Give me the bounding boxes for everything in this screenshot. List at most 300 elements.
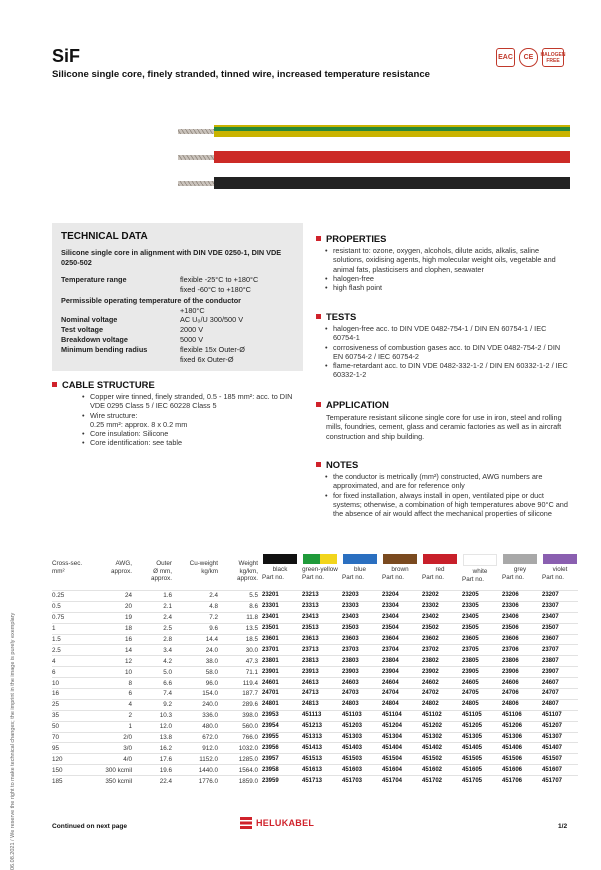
color-name: black: [272, 566, 288, 573]
cable-structure-heading: CABLE STRUCTURE: [52, 379, 302, 390]
halogen-free-badge-icon: HALOGEN FREE: [542, 48, 564, 67]
part-number-cell: 451205: [462, 723, 483, 730]
part-number-cell: 24603: [342, 679, 359, 686]
table-cell: 1032.0: [238, 744, 258, 752]
part-number-cell: 23201: [262, 592, 279, 599]
table-cell: 10.3: [159, 712, 172, 720]
table-row: [52, 645, 578, 656]
part-number-cell: 23604: [382, 636, 399, 642]
part-number-cell: 24801: [262, 701, 279, 708]
part-number-cell: 24806: [502, 701, 519, 708]
part-number-cell: 451406: [502, 744, 523, 751]
table-cell: 10: [124, 668, 132, 676]
properties-heading: PROPERTIES: [316, 233, 570, 244]
table-cell: 560.0: [242, 723, 258, 731]
table-cell: 4: [52, 657, 56, 665]
part-number-cell: 23501: [262, 625, 279, 632]
part-number-cell: 451504: [382, 755, 403, 762]
table-row: [52, 699, 578, 710]
part-number-cell: 24607: [542, 679, 559, 686]
table-cell: 16: [124, 636, 132, 643]
part-number-cell: 451203: [342, 723, 363, 730]
part-number-cell: 451303: [342, 734, 363, 741]
cable-illustration: [178, 118, 570, 198]
part-number-cell: 451103: [342, 712, 362, 719]
table-header-row: [52, 552, 578, 591]
part-number-cell: 23402: [422, 614, 439, 621]
table-cell: 289.6: [242, 701, 258, 709]
part-number-cell: 23903: [342, 668, 359, 675]
part-number-cell: 451302: [422, 734, 443, 741]
color-swatch: [303, 554, 337, 564]
application-text: Temperature resistant silicone single core for use in iron, steel and rolling mills, foundries, cement, glass and ceramic factories as well as in aircraft construction and ship building.: [326, 413, 562, 441]
part-number-cell: 23613: [302, 636, 319, 642]
table-cell: 4/0: [123, 755, 132, 763]
table-cell: 1440.0: [198, 766, 218, 774]
side-disclaimer: 06.08.2021 / We reserve the right to make technical changes; the imprint in the image is purely exemplary: [10, 612, 16, 870]
table-cell: 2.4: [209, 592, 218, 600]
part-number-cell: 23413: [302, 614, 319, 621]
part-number-cell: 451107: [542, 712, 562, 719]
part-number-cell: 451506: [502, 755, 523, 762]
part-number-cell: 23901: [262, 668, 279, 675]
part-number-cell: 23602: [422, 636, 439, 642]
table-cell: 2.5: [163, 625, 172, 633]
part-number-cell: 451102: [422, 712, 442, 719]
technical-data-subtitle: Silicone single core in alignment with DIN VDE 0250-1, DIN VDE 0250-502: [61, 248, 282, 267]
part-number-cell: 23956: [262, 744, 279, 751]
bullet-square-icon: [316, 462, 321, 467]
part-number-cell: 23603: [342, 636, 359, 642]
table-cell: 2: [128, 712, 132, 720]
part-number-cell: 23813: [302, 657, 319, 664]
tech-label: Minimum bending radius: [61, 345, 148, 354]
part-number-cell: 451202: [422, 723, 443, 730]
page-title: SiF: [52, 46, 81, 66]
table-cell: 25: [52, 701, 60, 709]
part-number-cell: 23902: [422, 668, 439, 675]
part-number-cell: 24604: [382, 679, 399, 686]
part-number-cell: 23701: [262, 646, 279, 653]
tech-label: Temperature range: [61, 275, 127, 284]
table-cell: 1.5: [52, 636, 61, 643]
part-number-cell: 24803: [342, 701, 359, 708]
color-swatch: [263, 554, 297, 564]
tech-value: 2000 V: [180, 325, 204, 334]
part-number-cell: 451307: [542, 734, 563, 741]
table-row: [52, 612, 578, 623]
part-number-cell: 23907: [542, 668, 559, 675]
table-cell: 2.8: [163, 636, 172, 643]
part-number-cell: 23802: [422, 657, 439, 664]
part-number-cell: 451607: [542, 766, 563, 773]
table-row: [52, 591, 578, 602]
part-number-cell: 451505: [462, 755, 483, 762]
table-row: [52, 710, 578, 721]
part-number-cell: 24605: [462, 679, 479, 686]
part-number-cell: 23506: [502, 625, 519, 632]
part-no-label: Part no.: [542, 573, 565, 581]
table-cell: 58.0: [205, 668, 218, 676]
header-color-0: [258, 552, 298, 591]
header-cu-weight: Cu-weight kg/km: [189, 560, 218, 575]
table-cell: 38.0: [205, 657, 218, 665]
tech-value: 5000 V: [180, 335, 204, 344]
part-number-cell: 23904: [382, 668, 399, 675]
table-cell: 240.0: [202, 701, 218, 709]
table-cell: 1285.0: [238, 755, 258, 763]
table-cell: 11.8: [246, 614, 258, 622]
color-name: violet: [552, 566, 568, 573]
part-number-cell: 451306: [502, 734, 523, 741]
table-cell: 35: [52, 712, 60, 720]
table-row: [52, 743, 578, 754]
table-cell: 6: [128, 690, 132, 698]
table-row: [52, 765, 578, 776]
part-number-cell: 451702: [422, 777, 443, 784]
table-cell: 24: [124, 592, 132, 600]
table-cell: 13.8: [159, 734, 172, 742]
part-number-cell: 23803: [342, 657, 359, 664]
part-number-cell: 23203: [342, 592, 359, 599]
table-cell: 0.25: [52, 592, 65, 600]
part-number-cell: 451605: [462, 766, 483, 773]
list-item: • high flash point: [333, 283, 570, 292]
table-cell: 20: [124, 603, 132, 611]
part-number-cell: 451404: [382, 744, 403, 751]
part-number-cell: 24706: [502, 690, 519, 697]
header-color-7: [538, 552, 578, 591]
table-cell: 185: [52, 777, 63, 785]
part-number-cell: 451213: [302, 723, 323, 730]
list-item: • Copper wire tinned, finely stranded, 0.5 - 185 mm²: acc. to DIN VDE 0295 Class 5 / IEC 60228 Class 5: [90, 392, 302, 411]
table-cell: 1859.0: [238, 777, 258, 785]
part-number-cell: 23605: [462, 636, 479, 642]
part-number-cell: 24805: [462, 701, 479, 708]
list-item: • the conductor is metrically (mm²) constructed, AWG numbers are approximated, and are for reference only: [333, 472, 570, 491]
part-number-cell: 23807: [542, 657, 559, 664]
part-number-cell: 451105: [462, 712, 482, 719]
part-number-cell: 451402: [422, 744, 443, 751]
part-number-cell: 451703: [342, 777, 363, 784]
table-cell: 119.4: [242, 679, 258, 687]
notes-list: [316, 472, 570, 518]
part-number-cell: 451507: [542, 755, 563, 762]
header-awg: AWG, approx.: [110, 560, 132, 575]
list-item: • Core insulation: Silicone: [90, 429, 302, 438]
tests-section: [316, 311, 570, 380]
table-cell: 8: [128, 679, 132, 687]
table-cell: 912.0: [202, 744, 218, 752]
tests-list: [316, 324, 570, 380]
part-number-cell: 23204: [382, 592, 399, 599]
part-number-cell: 23713: [302, 646, 319, 653]
table-row: [52, 667, 578, 678]
table-cell: 4: [128, 701, 132, 709]
part-number-cell: 451704: [382, 777, 403, 784]
part-number-cell: 24707: [542, 690, 559, 697]
table-cell: 350 kcmil: [105, 777, 132, 785]
part-number-cell: 24807: [542, 701, 559, 708]
part-number-cell: 24601: [262, 679, 279, 686]
table-cell: 14: [124, 646, 132, 654]
color-name: green-yellow: [302, 566, 338, 573]
part-number-cell: 451503: [342, 755, 363, 762]
table-row: [52, 689, 578, 700]
table-cell: 120: [52, 755, 63, 763]
part-number-cell: 23401: [262, 614, 279, 621]
part-number-cell: 23703: [342, 646, 359, 653]
part-number-cell: 24813: [302, 701, 319, 708]
part-number-cell: 24802: [422, 701, 439, 708]
list-item: • flame-retardant acc. to DIN VDE 0482-332-1-2 / DIN EN 60332-1-2 / IEC 60332-1-2: [333, 361, 570, 380]
part-number-cell: 23213: [302, 592, 319, 599]
cable-structure-list: [52, 392, 302, 448]
part-no-label: Part no.: [462, 575, 485, 583]
table-cell: 70: [52, 734, 60, 742]
part-number-cell: 451405: [462, 744, 483, 751]
part-number-cell: 23313: [302, 603, 319, 610]
part-number-cell: 451313: [302, 734, 323, 741]
header-color-4: [418, 552, 458, 591]
properties-list: [316, 246, 570, 292]
tech-value: +180°C: [180, 305, 205, 315]
part-number-cell: 24703: [342, 690, 359, 697]
part-number-cell: 23707: [542, 646, 559, 653]
part-no-label: Part no.: [262, 573, 285, 581]
table-cell: 18: [124, 625, 132, 633]
table-cell: 9.2: [163, 701, 172, 709]
part-number-cell: 451606: [502, 766, 523, 773]
part-number-cell: 23958: [262, 766, 279, 773]
part-number-cell: 23307: [542, 603, 559, 610]
table-cell: 0.75: [52, 614, 65, 622]
cable-black: [178, 177, 570, 189]
part-number-cell: 23607: [542, 636, 559, 642]
part-number-cell: 451602: [422, 766, 443, 773]
technical-data-panel: [52, 223, 303, 371]
properties-section: [316, 233, 570, 292]
part-number-cell: 23801: [262, 657, 279, 664]
table-cell: 16.2: [159, 744, 172, 752]
part-number-cell: 23407: [542, 614, 559, 621]
color-swatch: [503, 554, 537, 564]
part-number-cell: 451106: [502, 712, 522, 719]
table-cell: 4.8: [209, 603, 218, 611]
ce-mark-icon: CE: [519, 48, 538, 67]
table-cell: 336.0: [202, 712, 218, 720]
table-cell: 480.0: [202, 723, 218, 731]
part-number-cell: 23805: [462, 657, 479, 664]
header-color-2: [338, 552, 378, 591]
part-number-cell: 23505: [462, 625, 479, 632]
part-number-cell: 23906: [502, 668, 519, 675]
table-cell: 5.5: [249, 592, 258, 600]
table-cell: 672.0: [202, 734, 218, 742]
table-row: [52, 656, 578, 667]
application-section: [316, 399, 570, 441]
part-number-cell: 23702: [422, 646, 439, 653]
part-number-cell: 451104: [382, 712, 402, 719]
part-number-cell: 23406: [502, 614, 519, 621]
tech-value: flexible 15x Outer-Ø fixed 6x Outer-Ø: [180, 345, 245, 364]
notes-heading: NOTES: [316, 459, 570, 470]
part-number-cell: 23706: [502, 646, 519, 653]
table-cell: 17.6: [159, 755, 172, 763]
part-number-cell: 23705: [462, 646, 479, 653]
part-number-cell: 23913: [302, 668, 319, 675]
part-no-label: Part no.: [382, 573, 405, 581]
part-number-cell: 23905: [462, 668, 479, 675]
table-row: [52, 776, 578, 786]
page-subtitle: Silicone single core, finely stranded, tinned wire, increased temperature resistance: [52, 69, 431, 80]
part-number-cell: 24613: [302, 679, 319, 686]
part-number-cell: 451705: [462, 777, 483, 784]
color-swatch: [383, 554, 417, 564]
table-cell: 2.1: [163, 603, 172, 611]
bullet-square-icon: [316, 314, 321, 319]
table-cell: 1152.0: [199, 755, 218, 763]
specification-table: [52, 552, 578, 786]
table-cell: 398.0: [242, 712, 258, 720]
header-color-5: [458, 552, 498, 591]
color-swatch: [343, 554, 377, 564]
part-number-cell: 23304: [382, 603, 399, 610]
list-item: • corrosiveness of combustion gases acc. to DIN VDE 0482-754-2 / DIN EN 60754-2 / IEC 60754-2: [333, 343, 570, 362]
table-cell: 9.6: [209, 625, 218, 633]
tech-label: Permissible operating temperature of the conductor: [61, 296, 242, 305]
part-number-cell: 23205: [462, 592, 479, 599]
table-cell: 4.2: [163, 657, 172, 665]
part-number-cell: 24606: [502, 679, 519, 686]
tech-value: AC U₀/U 300/500 V: [180, 315, 244, 324]
table-cell: 12: [124, 657, 132, 665]
part-number-cell: 451604: [382, 766, 403, 773]
color-swatch: [423, 554, 457, 564]
brand-name: HELUKABEL: [256, 818, 315, 828]
table-cell: 24.0: [205, 646, 218, 654]
table-cell: 96.0: [205, 679, 218, 687]
part-number-cell: 451204: [382, 723, 403, 730]
part-number-cell: 23606: [502, 636, 519, 642]
part-number-cell: 24701: [262, 690, 279, 697]
table-cell: 3/0: [123, 744, 132, 752]
color-name: grey: [513, 566, 527, 573]
color-name: red: [435, 566, 445, 573]
table-row: [52, 623, 578, 634]
application-heading: APPLICATION: [316, 399, 570, 410]
header-color-3: [378, 552, 418, 591]
part-number-cell: 24702: [422, 690, 439, 697]
part-number-cell: 23405: [462, 614, 479, 621]
tech-label: Nominal voltage: [61, 315, 118, 324]
part-no-label: Part no.: [422, 573, 445, 581]
bullet-square-icon: [316, 236, 321, 241]
part-number-cell: 23513: [302, 625, 319, 632]
part-number-cell: 24704: [382, 690, 399, 697]
table-cell: 2/0: [123, 734, 132, 742]
table-cell: 6: [52, 668, 56, 676]
color-name: blue: [354, 566, 366, 573]
helukabel-logo-icon: [240, 817, 252, 829]
part-number-cell: 451603: [342, 766, 363, 773]
part-number-cell: 451707: [542, 777, 563, 784]
part-number-cell: 23959: [262, 777, 279, 784]
table-cell: 1776.0: [198, 777, 218, 785]
part-no-label: Part no.: [302, 573, 325, 581]
part-number-cell: 23953: [262, 712, 279, 719]
cable-red: [178, 151, 570, 163]
continued-note: Continued on next page: [52, 823, 128, 830]
part-number-cell: 451207: [542, 723, 563, 730]
part-number-cell: 24602: [422, 679, 439, 686]
part-number-cell: 23305: [462, 603, 479, 610]
tests-heading: TESTS: [316, 311, 570, 322]
part-number-cell: 451706: [502, 777, 523, 784]
part-number-cell: 451613: [302, 766, 323, 773]
list-item: • for fixed installation, always install in open, ventilated pipe or duct systems; otherwise, a combination of high temperatures above 90°C and the absence of air would affect the mechanical properties of silicone: [333, 491, 570, 519]
table-cell: 19: [124, 614, 132, 622]
part-no-label: Part no.: [502, 573, 525, 581]
part-no-label: Part no.: [342, 573, 365, 581]
tech-label: Test voltage: [61, 325, 104, 334]
part-number-cell: 23502: [422, 625, 439, 632]
part-number-cell: 451502: [422, 755, 443, 762]
table-cell: 10: [52, 679, 60, 687]
cable-structure-section: [52, 379, 302, 448]
part-number-cell: 23206: [502, 592, 519, 599]
part-number-cell: 23403: [342, 614, 359, 621]
header-outer-diameter: Outer Ø mm, approx.: [150, 560, 172, 582]
part-number-cell: 23507: [542, 625, 559, 632]
part-number-cell: 23955: [262, 734, 279, 741]
part-number-cell: 451305: [462, 734, 483, 741]
part-number-cell: 23704: [382, 646, 399, 653]
table-cell: 8.6: [249, 603, 258, 611]
part-number-cell: 451304: [382, 734, 403, 741]
table-cell: 1.6: [163, 592, 172, 600]
table-cell: 22.4: [159, 777, 172, 785]
table-cell: 150: [52, 766, 63, 774]
part-number-cell: 23804: [382, 657, 399, 664]
part-number-cell: 451413: [302, 744, 323, 751]
table-row: [52, 754, 578, 765]
part-number-cell: 23303: [342, 603, 359, 610]
part-number-cell: 23503: [342, 625, 359, 632]
list-item: • halogen-free acc. to DIN VDE 0482-754-1 / DIN EN 60754-1 / IEC 60754-1: [333, 324, 570, 343]
part-number-cell: 23302: [422, 603, 439, 610]
color-name: white: [472, 568, 488, 575]
part-number-cell: 451403: [342, 744, 363, 751]
bullet-square-icon: [52, 382, 57, 387]
part-number-cell: 23504: [382, 625, 399, 632]
cable-green-yellow: [178, 125, 570, 137]
list-item: • Core identification: see table: [90, 438, 302, 447]
table-cell: 50: [52, 723, 60, 731]
part-number-cell: 24705: [462, 690, 479, 697]
tech-label: Breakdown voltage: [61, 335, 128, 344]
part-number-cell: 451113: [302, 712, 322, 719]
table-cell: 95: [52, 744, 60, 752]
header-color-1: [298, 552, 338, 591]
table-cell: 0.5: [52, 603, 61, 611]
part-number-cell: 451513: [302, 755, 323, 762]
header-color-6: [498, 552, 538, 591]
list-item: • halogen-free: [333, 274, 570, 283]
table-row: [52, 601, 578, 612]
part-number-cell: 451407: [542, 744, 563, 751]
bullet-square-icon: [316, 402, 321, 407]
